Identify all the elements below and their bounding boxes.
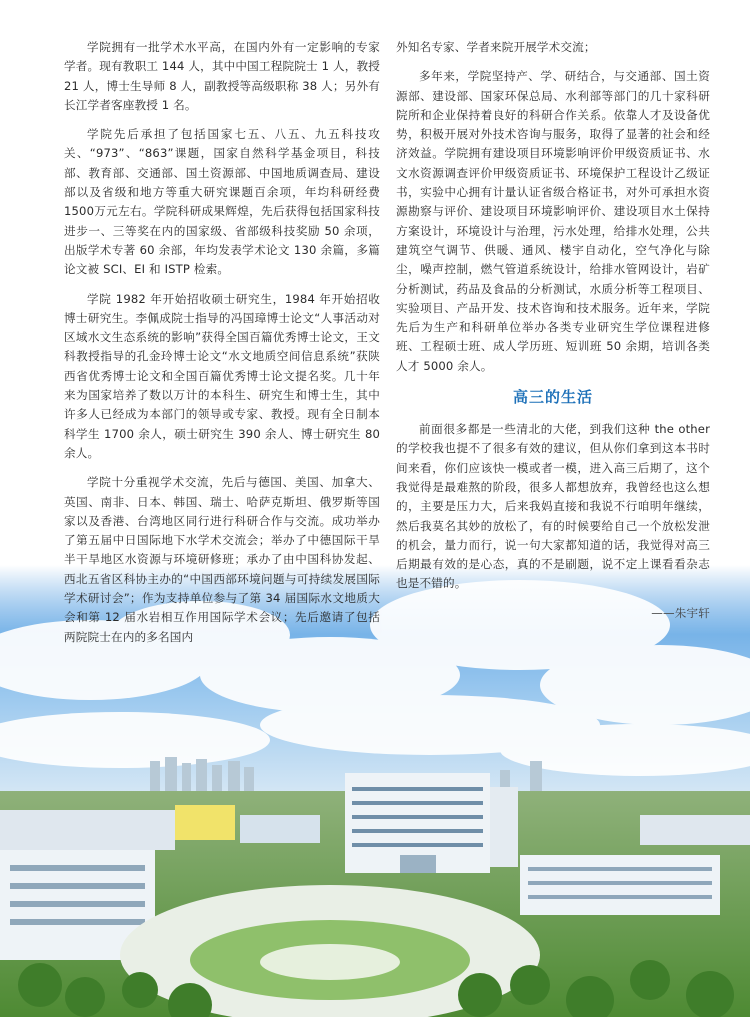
paragraph-exchange: 学院十分重视学术交流，先后与德国、美国、加拿大、英国、南非、日本、韩国、瑞士、哈萨克斯坦、俄罗斯等国家以及香港、台湾地区同行进行科研合作与交流。成功举办了第五届中日国际地下水学术交流会；举办了中德国际干旱半干旱地区水资源与环境研修班；承办了由中国科协发起、西北五省区科协主办的“中国西部环境问题与可持续发展国际学术研讨会”；作为支持单位参与了第 34 届国际水文地质大会和第 12 届水岩相互作用国际学术会议；先后邀请了包括两院院士在内的多名国内 [64, 475, 380, 644]
author-signature: ——朱宇轩 [651, 605, 710, 620]
paragraph-faculty: 学院拥有一批学术水平高，在国内外有一定影响的专家学者。现有教职工 144 人，其中中国工程院院士 1 人，教授 21 人，博士生导师 8 人，副教授等高级职称 38 人；另外有长江学者客座教授 1 名。 [64, 40, 380, 112]
right-text-column [396, 38, 710, 623]
section-title: 高三的生活 [512, 388, 593, 407]
paragraph-cooperation: 多年来，学院坚持产、学、研结合，与交通部、国土资源部、建设部、国家环保总局、水利部等部门的几十家科研院所和企业保持着良好的科研合作关系。依靠人才及设备优势，积极开展对外技术咨询与服务，取得了显著的社会和经济效益。学院拥有建设项目环境影响评价甲级资质证书、水文水资源调查评价甲级资质证书、环境保护工程设计乙级证书，实验中心拥有计量认证省级合格证书，对外可承担水资源勘察与评价、建设项目环境影响评价、建设项目水土保持方案设计，环境设计与治理，污水处理，给排水处理，公共建筑空气调节、供暖、通风、楼宇自动化，空气净化与除尘，噪声控制，燃气管道系统设计，给排水管网设计，岩矿分析测试，药品及食品的分析测试，水质分析等工程项目、实验项目、产品开发、技术咨询和技术服务。近年来，学院先后为生产和科研单位举办各类专业研究生学位课程进修班、工程硕士班、成人学历班、短训班 50 余期，培训各类人才 5000 余人。 [396, 69, 710, 373]
left-text-column [64, 38, 380, 657]
paragraph-senior-year: 前面很多都是一些清北的大佬，到我们这种 the other 的学校我也提不了很多有效的建议，但从你们拿到这本书时间来看，你们应该快一模或者一模，进入高三后期了，这个我觉得是最难熬的阶段，很多人都想放弃，我曾经也这么想的，主要是压力大，后来我妈直接和我说不行咱明年继续，然后我莫名其妙的放松了，有的时候要给自己一个放松发泄的机会，量力而行，说一句大家都知道的话，我觉得对高三后期最有效的是心态，真的不是刷题，说不定上课看看杂志也是不错的。 [396, 422, 710, 591]
paragraph-exchange-continued: 外知名专家、学者来院开展学术交流； [396, 40, 596, 54]
paragraph-graduate: 学院 1982 年开始招收硕士研究生，1984 年开始招收博士研究生。李佩成院士指导的冯国璋博士论文“人事活动对区域水文生态系统的影响”获得全国百篇优秀博士论文，王文科教授指导的孔金玲博士论文“水文地质空间信息系统”获陕西省优秀博士论文和全国百篇优秀博士论文提名奖。几十年来为国家培养了数以万计的本科生、研究生和博士生，其中许多人已经成为本部门的领导或专家、教授。现有全日制本科学生 1700 余人，硕士研究生 390 余人、博士研究生 80 余人。 [64, 291, 380, 460]
paragraph-research: 学院先后承担了包括国家七五、八五、九五科技攻关、“973”、“863”课题，国家自然科学基金项目，科技部、教育部、交通部、国土资源部、中国地质调查局、建设部以及省级和地方等重大研究课题百余项，年均科研经费 1500万元左右。学院科研成果辉煌，先后获得包括国家科技进步一、三等奖在内的国家级、省部级科技奖励 50 余项，出版学术专著 60 余部，年均发表学术论文 130 余篇，多篇论文被 SCI、EI 和 ISTP 检索。 [64, 127, 380, 277]
